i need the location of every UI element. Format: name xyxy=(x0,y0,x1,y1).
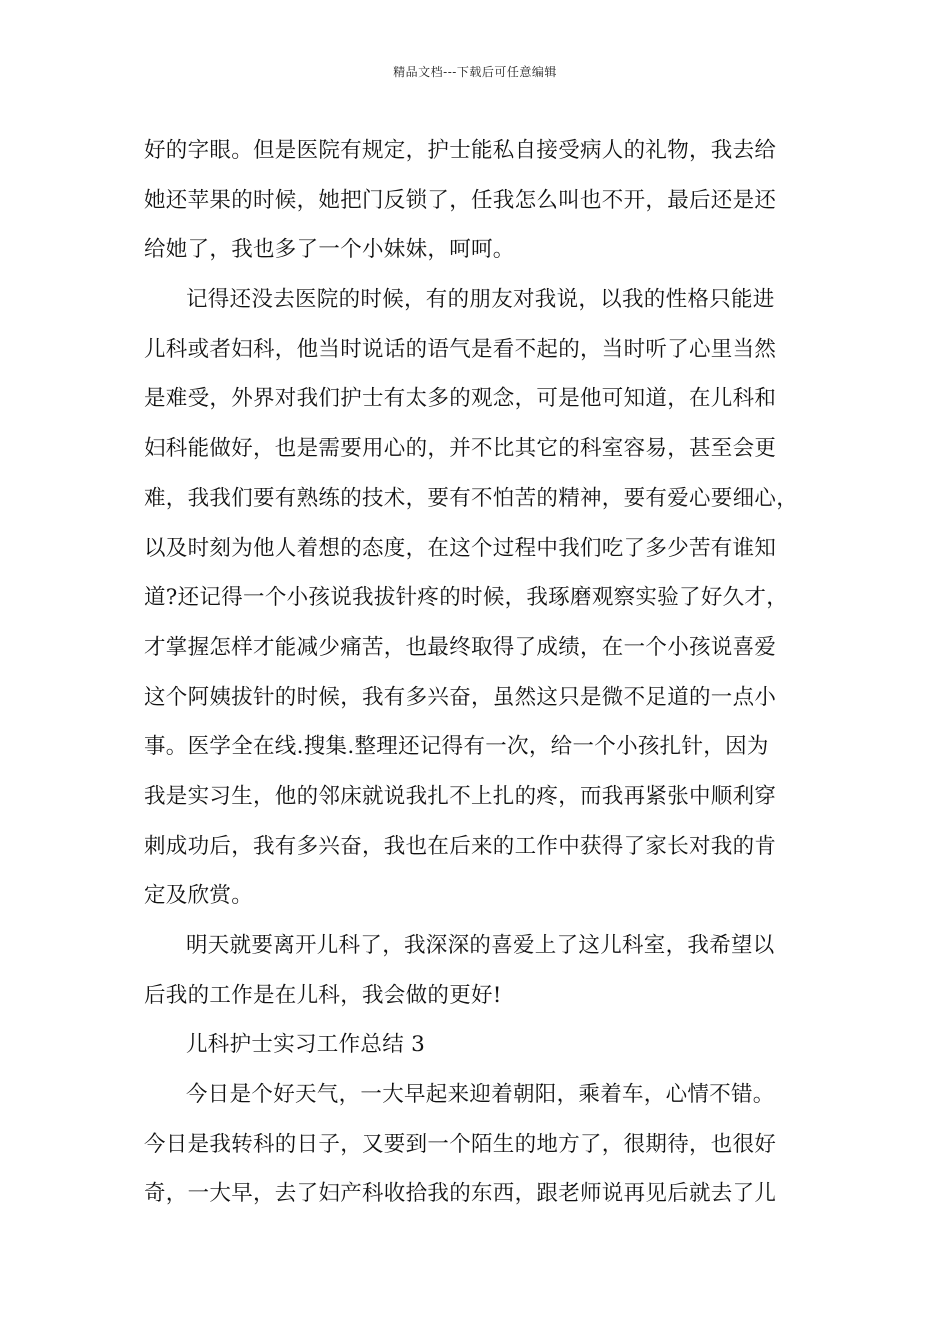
text-line: 刺成功后，我有多兴奋，我也在后来的工作中获得了家长对我的肯 xyxy=(144,833,777,859)
text-line: 道?还记得一个小孩说我拔针疼的时候，我琢磨观察实验了好久才， xyxy=(144,585,789,611)
section-heading: 儿科护士实习工作总结 3 xyxy=(186,1032,426,1058)
text-line: 我是实习生，他的邻床就说我扎不上扎的疼，而我再紧张中顺利穿 xyxy=(144,783,777,809)
text-line: 儿科或者妇科，他当时说话的语气是看不起的，当时听了心里当然 xyxy=(144,336,777,362)
paragraph-first-line: 今日是个好天气，一大早起来迎着朝阳，乘着车，心情不错。 xyxy=(186,1082,775,1108)
text-line: 给她了，我也多了一个小妹妹，呵呵。 xyxy=(144,237,515,263)
text-line: 今日是我转科的日子，又要到一个陌生的地方了，很期待，也很好 xyxy=(144,1131,777,1157)
text-line: 是难受，外界对我们护士有太多的观念，可是他可知道，在儿科和 xyxy=(144,386,777,412)
paragraph-first-line: 记得还没去医院的时候，有的朋友对我说，以我的性格只能进 xyxy=(186,287,775,313)
text-line: 才掌握怎样才能减少痛苦，也最终取得了成绩，在一个小孩说喜爱 xyxy=(144,634,777,660)
text-line: 难，我我们要有熟练的技术，要有不怕苦的精神，要有爱心要细心， xyxy=(144,485,799,511)
text-line: 奇，一大早，去了妇产科收拾我的东西，跟老师说再见后就去了儿 xyxy=(144,1181,777,1207)
page-header: 精品文档---下载后可任意编辑 xyxy=(393,65,557,79)
text-line: 这个阿姨拔针的时候，我有多兴奋，虽然这只是微不足道的一点小 xyxy=(144,684,777,710)
text-line: 她还苹果的时候，她把门反锁了，任我怎么叫也不开，最后还是还 xyxy=(144,187,777,213)
paragraph-first-line: 明天就要离开儿科了，我深深的喜爱上了这儿科室，我希望以 xyxy=(186,933,775,958)
text-line: 妇科能做好，也是需要用心的，并不比其它的科室容易，甚至会更 xyxy=(144,436,777,462)
text-line: 好的字眼。但是医院有规定，护士能私自接受病人的礼物，我去给 xyxy=(144,138,777,163)
text-line: 以及时刻为他人着想的态度，在这个过程中我们吃了多少苦有谁知 xyxy=(144,535,777,561)
text-line: 后我的工作是在儿科，我会做的更好! xyxy=(144,982,502,1008)
text-line: 事。医学全在线.搜集.整理还记得有一次，给一个小孩扎针，因为 xyxy=(144,734,769,760)
document-body xyxy=(144,126,816,1219)
text-line: 定及欣赏。 xyxy=(144,883,254,909)
